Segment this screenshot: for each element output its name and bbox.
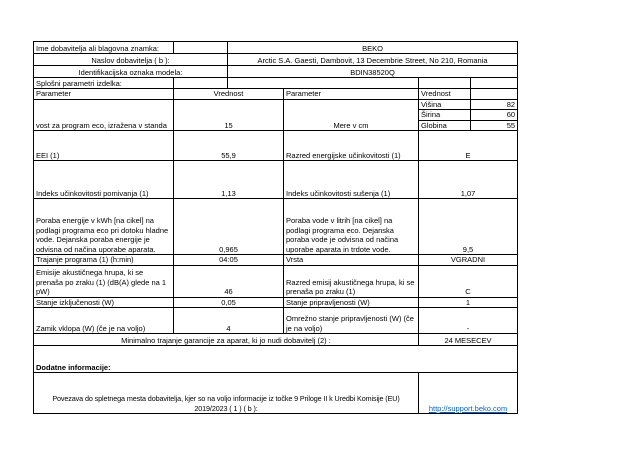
cleaning-index-value: 1,13 bbox=[174, 161, 284, 199]
parameter-header-right: Parameter bbox=[284, 89, 419, 100]
standby-label: Stanje pripravljenosti (W) bbox=[284, 297, 419, 308]
water-consumption-value: 9,5 bbox=[419, 199, 518, 255]
delay-start-value: 4 bbox=[174, 308, 284, 334]
index-row bbox=[34, 161, 518, 199]
cleaning-index-label: Indeks učinkovitosti pomivanja (1) bbox=[34, 161, 174, 199]
column-header-row bbox=[34, 89, 518, 100]
type-value: VGRADNI bbox=[419, 255, 518, 266]
duration-value: 04:05 bbox=[174, 255, 284, 266]
type-label: Vrsta bbox=[284, 255, 419, 266]
website-link-cell bbox=[419, 373, 518, 414]
water-consumption-label: Poraba vode v litrih [na cikel] na podlagi programa eco. Dejanska poraba vode je odvisna od načina uporabe aparata in trdote vode. bbox=[284, 199, 419, 255]
value-header-right: Vrednost bbox=[419, 89, 471, 100]
section-label: Splošni parametri izdelka: bbox=[34, 78, 174, 89]
section-empty-cell-3 bbox=[419, 78, 471, 89]
dimension-width-label: Širina bbox=[419, 110, 471, 121]
model-label: Identifikacijska oznaka modela: bbox=[34, 66, 228, 78]
networked-standby-label: Omrežno stanje pripravljenosti (W) (če je na voljo) bbox=[284, 308, 419, 334]
off-mode-row bbox=[34, 297, 518, 308]
brand-row bbox=[34, 42, 518, 54]
off-mode-value: 0,05 bbox=[174, 297, 284, 308]
drying-index-label: Indeks učinkovitosti sušenja (1) bbox=[284, 161, 419, 199]
warranty-label: Minimalno trajanje garancije za aparat, ki jo nudi dobavitelj (2) : bbox=[34, 334, 419, 346]
additional-info-label: Dodatne informacije: bbox=[34, 346, 518, 373]
model-row bbox=[34, 66, 518, 78]
energy-consumption-value: 0,965 bbox=[174, 199, 284, 255]
energy-consumption-label: Poraba energije v kWh [na cikel] na podlagi programa eco pri dotoku hladne vode. Dejanska poraba energije je odvisna od načina uporabe aparata. bbox=[34, 199, 174, 255]
model-value: BDIN38520Q bbox=[228, 66, 518, 78]
product-information-table bbox=[33, 41, 518, 414]
dimensions-label: Mere v cm bbox=[284, 99, 419, 131]
section-empty-cell-4 bbox=[471, 78, 518, 89]
noise-class-value: C bbox=[419, 265, 518, 297]
address-value: Arctic S.A. Gaesti, Dambovit, 13 Decembrie Street, No 210, Romania bbox=[228, 54, 518, 66]
duration-label: Trajanje programa (1) (h:min) bbox=[34, 255, 174, 266]
duration-row bbox=[34, 255, 518, 266]
delay-start-label: Zamik vklopa (W) (če je na voljo) bbox=[34, 308, 174, 334]
section-row bbox=[34, 78, 518, 89]
header-empty-cell bbox=[471, 89, 518, 100]
section-empty-cell-2 bbox=[228, 78, 419, 89]
eei-value: 55,9 bbox=[174, 131, 284, 161]
supplier-website-link[interactable]: http://support.beko.com bbox=[428, 403, 508, 413]
additional-info-row bbox=[34, 346, 518, 373]
brand-spacer-cell bbox=[174, 42, 228, 54]
dimension-depth-label: Globina bbox=[419, 120, 471, 131]
dimension-depth-value: 55 bbox=[471, 120, 518, 131]
value-header-left: Vrednost bbox=[174, 89, 284, 100]
drying-index-value: 1,07 bbox=[419, 161, 518, 199]
brand-label: Ime dobavitelja ali blagovna znamka: bbox=[34, 42, 174, 54]
noise-class-label: Razred emisij akustičnega hrupa, ki se prenaša po zraku (1) bbox=[284, 265, 419, 297]
networked-standby-value: - bbox=[419, 308, 518, 334]
noise-value: 46 bbox=[174, 265, 284, 297]
energy-class-value: E bbox=[419, 131, 518, 161]
brand-value: BEKO bbox=[228, 42, 518, 54]
energy-class-label: Razred energijske učinkovitosti (1) bbox=[284, 131, 419, 161]
address-row bbox=[34, 54, 518, 66]
eei-label: EEI (1) bbox=[34, 131, 174, 161]
website-row bbox=[34, 373, 518, 414]
warranty-row bbox=[34, 334, 518, 346]
dimensions-row-height bbox=[34, 99, 518, 110]
website-label: Povezava do spletnega mesta dobavitelja, kjer so na voljo informacije iz točke 9 Priloge II k Uredbi Komisije (EU) 2019/2023 ( 1 ) ( b ): bbox=[34, 373, 419, 414]
off-mode-label: Stanje izključenosti (W) bbox=[34, 297, 174, 308]
capacity-value: 15 bbox=[174, 99, 284, 131]
delay-start-row bbox=[34, 308, 518, 334]
noise-label: Emisije akustičnega hrupa, ki se prenaša po zraku (1) (dB(A) glede na 1 pW) bbox=[34, 265, 174, 297]
eei-row bbox=[34, 131, 518, 161]
address-label: Naslov dobavitelja ( b ): bbox=[34, 54, 228, 66]
standby-value: 1 bbox=[419, 297, 518, 308]
dimension-height-label: Višina bbox=[419, 99, 471, 110]
dimension-height-value: 82 bbox=[471, 99, 518, 110]
noise-row bbox=[34, 265, 518, 297]
section-empty-cell-1 bbox=[174, 78, 228, 89]
parameter-header-left: Parameter bbox=[34, 89, 174, 100]
capacity-label: vost za program eco, izražena v standa bbox=[34, 99, 174, 131]
warranty-value: 24 MESECEV bbox=[419, 334, 518, 346]
dimension-width-value: 60 bbox=[471, 110, 518, 121]
consumption-row bbox=[34, 199, 518, 255]
